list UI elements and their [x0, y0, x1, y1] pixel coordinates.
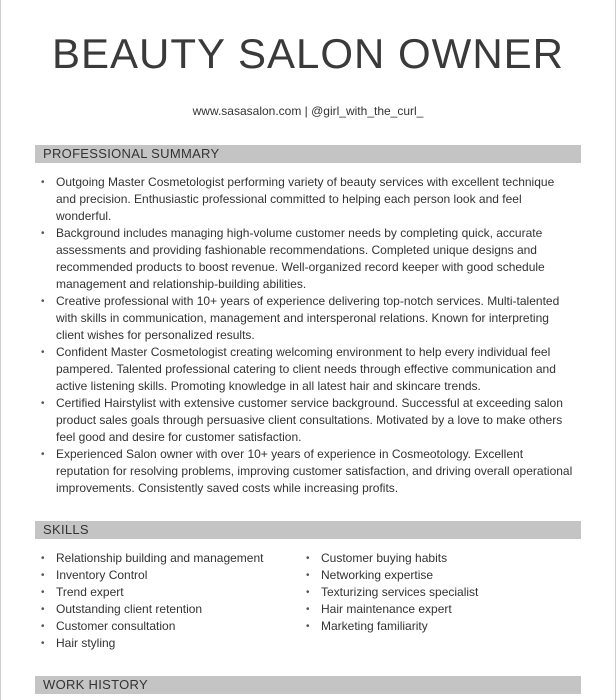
summary-list — [41, 174, 576, 497]
bullet-icon: • — [41, 570, 45, 581]
bullet-icon: • — [41, 398, 45, 409]
bullet-icon: • — [41, 228, 45, 239]
skill-item — [41, 601, 306, 618]
skill-item — [306, 550, 576, 567]
skill-item — [306, 567, 576, 584]
resume-name-heading: BEAUTY SALON OWNER — [52, 30, 564, 77]
summary-item-text: Certified Hairstylist with extensive customer service background. Successful at exceeding salon product sales goals through persuasive client consultations. Motivated by a love to make others feel good and desire for customer satisfaction. — [56, 396, 563, 444]
skill-item-text: Customer buying habits — [321, 551, 448, 565]
section-header-skills — [35, 521, 581, 539]
bullet-icon: • — [41, 177, 45, 188]
summary-item — [41, 395, 576, 446]
bullet-icon: • — [41, 347, 45, 358]
skill-item — [41, 567, 306, 584]
section-title: PROFESSIONAL SUMMARY — [43, 146, 220, 161]
skill-item-text: Relationship building and management — [56, 551, 264, 565]
skill-item — [41, 635, 306, 652]
bullet-icon: • — [41, 449, 45, 460]
skill-item-text: Inventory Control — [56, 568, 148, 582]
skill-item-text: Hair maintenance expert — [321, 602, 452, 616]
skills-list-right — [306, 550, 576, 635]
bullet-icon: • — [41, 638, 45, 649]
bullet-icon: • — [306, 570, 310, 581]
skill-item — [41, 550, 306, 567]
skill-item — [306, 584, 576, 601]
section-header-work-history — [35, 676, 581, 694]
summary-item-text: Outgoing Master Cosmetologist performing variety of beauty services with excellent technique and precision. Enthusiastic professional committed to helping each person look and feel wonderful. — [56, 175, 555, 223]
bullet-icon: • — [306, 553, 310, 564]
bullet-icon: • — [306, 587, 310, 598]
section-title: SKILLS — [43, 522, 89, 537]
summary-item — [41, 225, 576, 293]
skill-item-text: Trend expert — [56, 585, 124, 599]
summary-item — [41, 344, 576, 395]
skill-item — [306, 618, 576, 635]
skill-item — [306, 601, 576, 618]
skills-list-left — [41, 550, 306, 652]
bullet-icon: • — [306, 604, 310, 615]
skill-item — [41, 618, 306, 635]
skill-item-text: Marketing familiarity — [321, 619, 428, 633]
summary-item — [41, 174, 576, 225]
section-header-professional-summary — [35, 145, 581, 163]
skill-item — [41, 584, 306, 601]
skill-item-text: Outstanding client retention — [56, 602, 203, 616]
summary-item-text: Background includes managing high-volume customer needs by completing quick, accurate assessments and providing fashionable recommendations. Completed unique designs and recommended products to boost revenue. Well-organized record keeper with good schedule management and relationship-building abilities. — [56, 226, 545, 291]
summary-item — [41, 446, 576, 497]
summary-item-text: Confident Master Cosmetologist creating welcoming environment to help every individual feel pampered. Talented professional catering to client needs through effective communication and active listening skills. Promoting knowledge in all latest hair and skincare trends. — [56, 345, 556, 393]
contact-line: www.sasasalon.com | @girl_with_the_curl_ — [192, 104, 424, 118]
bullet-icon: • — [41, 621, 45, 632]
section-title: WORK HISTORY — [43, 677, 148, 692]
bullet-icon: • — [41, 604, 45, 615]
summary-item — [41, 293, 576, 344]
bullet-icon: • — [41, 587, 45, 598]
bullet-icon: • — [41, 296, 45, 307]
bullet-icon: • — [306, 621, 310, 632]
skill-item-text: Texturizing services specialist — [321, 585, 479, 599]
summary-item-text: Experienced Salon owner with over 10+ years of experience in Cosmeotology. Excellent reputation for resolving problems, improving customer satisfaction, and driving overall operational improvements. Consistently saved costs while increasing profits. — [56, 447, 573, 495]
summary-item-text: Creative professional with 10+ years of experience delivering top-notch services. Multi-talented with skills in communication, management and intersperonal relations. Known for interpreting client wishes for personalized results. — [56, 294, 560, 342]
skill-item-text: Customer consultation — [56, 619, 176, 633]
bullet-icon: • — [41, 553, 45, 564]
skill-item-text: Networking expertise — [321, 568, 434, 582]
skill-item-text: Hair styling — [56, 636, 116, 650]
